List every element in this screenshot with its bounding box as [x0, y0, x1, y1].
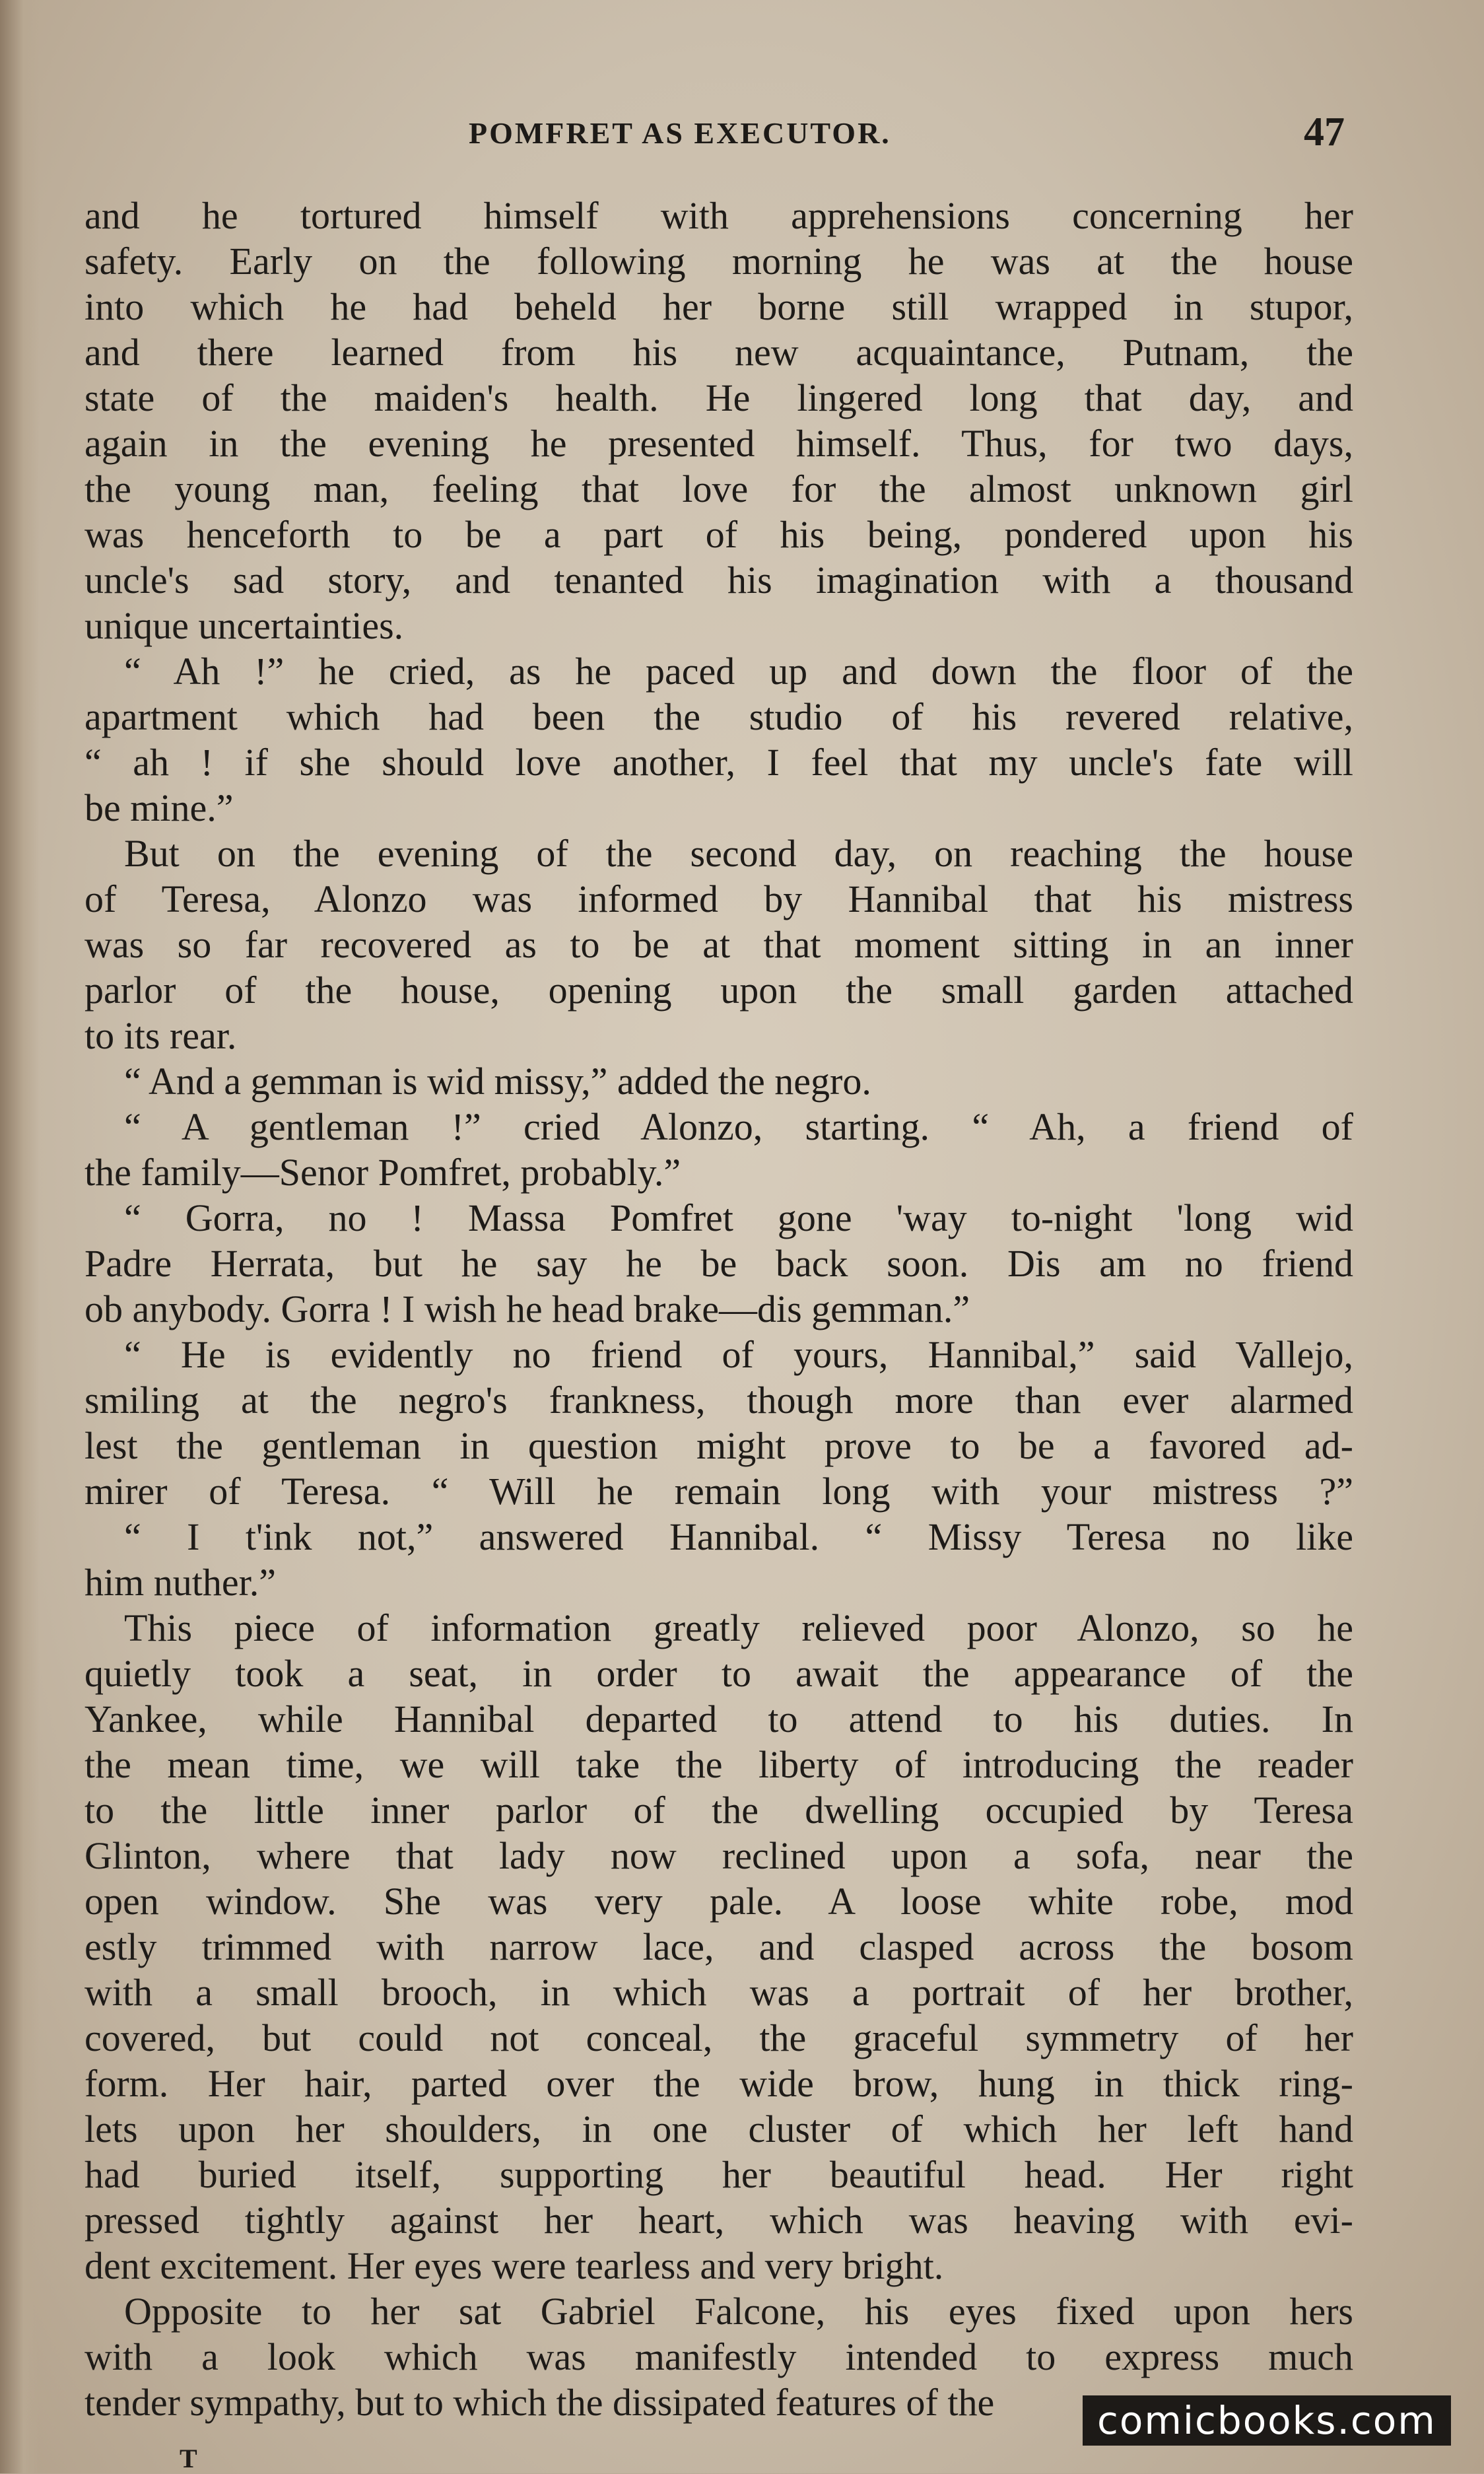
text-line: and he tortured himself with apprehensions concerning her: [84, 194, 1353, 237]
text-line: again in the evening he presented himself. Thus, for two days,: [84, 422, 1353, 465]
text-line: form. Her hair, parted over the wide brow, hung in thick ring-: [84, 2062, 1353, 2105]
text-line: of Teresa, Alonzo was informed by Hannibal that his mistress: [84, 877, 1353, 920]
text-line: “ Ah !” he cried, as he paced up and down the floor of the: [124, 650, 1353, 693]
text-line: Opposite to her sat Gabriel Falcone, his eyes fixed upon hers: [124, 2290, 1353, 2333]
text-line: lets upon her shoulders, in one cluster of which her left hand: [84, 2108, 1353, 2150]
text-line: ob anybody. Gorra ! I wish he head brake—dis gemman.”: [84, 1288, 970, 1330]
text-line: apartment which had been the studio of his revered relative,: [84, 695, 1353, 738]
text-line: be mine.”: [84, 786, 234, 829]
text-line: the mean time, we will take the liberty of introducing the reader: [84, 1743, 1353, 1786]
text-line: “ He is evidently no friend of yours, Hannibal,” said Vallejo,: [124, 1333, 1353, 1376]
text-line: to its rear.: [84, 1014, 237, 1057]
text-line: the family—Senor Pomfret, probably.”: [84, 1151, 681, 1194]
text-line: “ Gorra, no ! Massa Pomfret gone 'way to-night 'long wid: [124, 1196, 1353, 1239]
text-line: smiling at the negro's frankness, though more than ever alarmed: [84, 1379, 1353, 1422]
text-line: parlor of the house, opening upon the small garden attached: [84, 969, 1353, 1012]
text-line: open window. She was very pale. A loose white robe, mod: [84, 1880, 1353, 1923]
text-line: “ ah ! if she should love another, I feel that my uncle's fate will: [84, 741, 1353, 784]
text-line: This piece of information greatly relieved poor Alonzo, so he: [124, 1606, 1353, 1649]
text-line: covered, but could not conceal, the graceful symmetry of her: [84, 2016, 1353, 2059]
text-line: tender sympathy, but to which the dissipated features of the: [84, 2381, 995, 2424]
watermark: comicbooks.com: [1083, 2395, 1451, 2446]
text-line: was so far recovered as to be at that moment sitting in an inner: [84, 923, 1353, 966]
text-line: mirer of Teresa. “ Will he remain long with your mistress ?”: [84, 1470, 1353, 1513]
text-line: to the little inner parlor of the dwelling occupied by Teresa: [84, 1789, 1353, 1832]
text-line: pressed tightly against her heart, which was heaving with evi-: [84, 2199, 1353, 2242]
text-line: into which he had beheld her borne still wrapped in stupor,: [84, 285, 1353, 328]
text-line: “ And a gemman is wid missy,” added the negro.: [124, 1060, 871, 1103]
text-line: Yankee, while Hannibal departed to attend to his duties. In: [84, 1698, 1353, 1740]
text-line: lest the gentleman in question might prove to be a favored ad-: [84, 1424, 1353, 1467]
text-line: dent excitement. Her eyes were tearless and very bright.: [84, 2244, 944, 2287]
text-line: with a small brooch, in which was a portrait of her brother,: [84, 1971, 1353, 2014]
text-line: had buried itself, supporting her beautiful head. Her right: [84, 2153, 1353, 2196]
text-line: him nuther.”: [84, 1561, 276, 1604]
running-title: POMFRET AS EXECUTOR.: [469, 116, 891, 150]
text-line: estly trimmed with narrow lace, and clasped across the bosom: [84, 1925, 1353, 1968]
text-line: the young man, feeling that love for the almost unknown girl: [84, 467, 1353, 510]
page-gutter-shadow: [0, 0, 40, 2473]
page-header: [0, 109, 1484, 162]
text-line: But on the evening of the second day, on reaching the house: [124, 832, 1353, 875]
text-line: Glinton, where that lady now reclined upon a sofa, near the: [84, 1834, 1353, 1877]
text-line: state of the maiden's health. He lingered long that day, and: [84, 376, 1353, 419]
text-line: and there learned from his new acquaintance, Putnam, the: [84, 331, 1353, 374]
text-line: Padre Herrata, but he say he be back soon. Dis am no friend: [84, 1242, 1353, 1285]
text-line: was henceforth to be a part of his being, pondered upon his: [84, 513, 1353, 556]
text-line: “ A gentleman !” cried Alonzo, starting. “ Ah, a friend of: [124, 1105, 1353, 1148]
text-line: quietly took a seat, in order to await the appearance of the: [84, 1652, 1353, 1695]
printer-mark: T: [180, 2444, 197, 2473]
text-line: uncle's sad story, and tenanted his imagination with a thousand: [84, 559, 1353, 601]
body-text: [84, 193, 1353, 2425]
page-number: 47: [1304, 110, 1345, 155]
text-line: “ I t'ink not,” answered Hannibal. “ Missy Teresa no like: [124, 1515, 1353, 1558]
text-line: unique uncertainties.: [84, 604, 404, 647]
text-line: safety. Early on the following morning he was at the house: [84, 240, 1353, 283]
text-line: with a look which was manifestly intended to express much: [84, 2335, 1353, 2378]
